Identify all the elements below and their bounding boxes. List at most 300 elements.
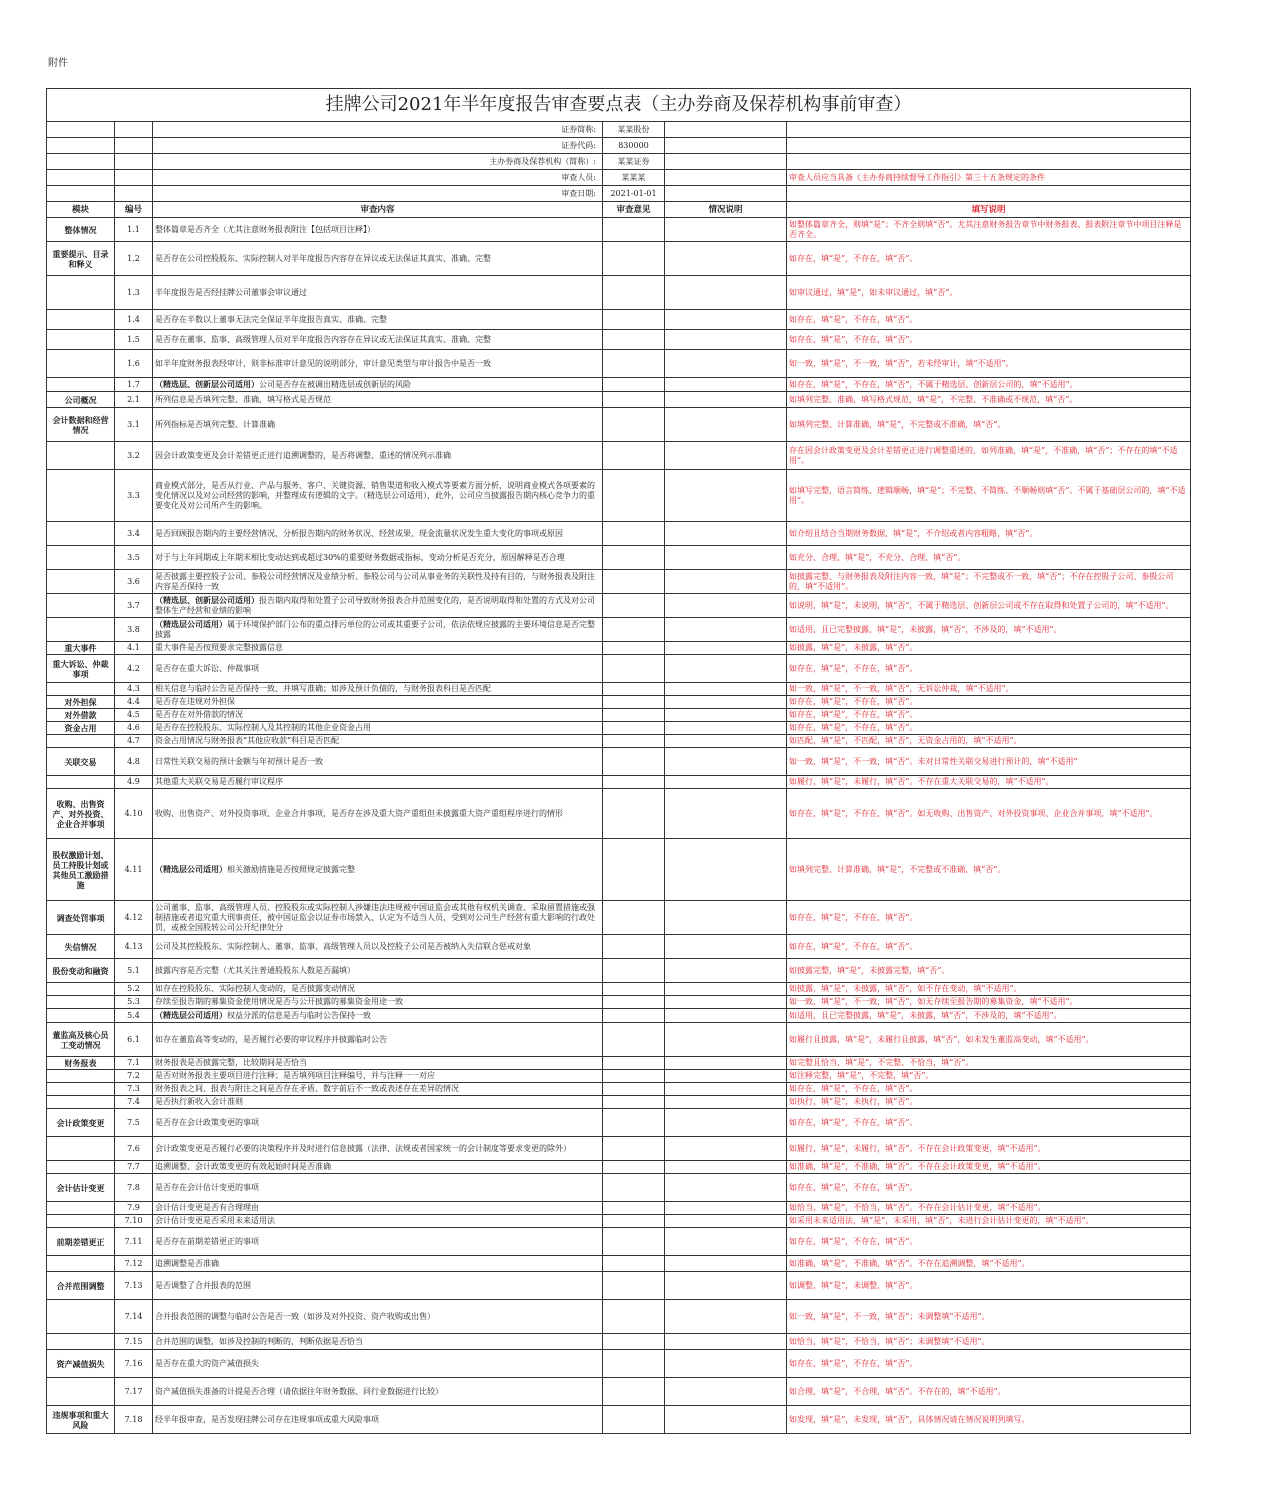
item-number: 3.6 [115, 570, 153, 594]
module-cell [47, 776, 115, 789]
review-opinion-cell[interactable] [603, 1057, 665, 1070]
review-content: 是否执行新收入会计准则 [153, 1096, 603, 1109]
meta-row [47, 122, 1191, 138]
instruction-note: 如匹配，填“是”，不匹配，填“否”，无资金占用的，填“不适用”。 [787, 735, 1191, 748]
review-opinion-cell[interactable] [603, 1256, 665, 1272]
instruction-note: 如存在，填“是”，不存在，填“否”。 [787, 330, 1191, 350]
item-number: 7.2 [115, 1070, 153, 1083]
module-cell: 公司概况 [47, 392, 115, 408]
explanation-cell[interactable] [665, 350, 787, 378]
review-opinion-cell[interactable] [603, 983, 665, 996]
item-number: 4.5 [115, 709, 153, 722]
instruction-note: 如一致，填“是”，不一致，填“否”，若未经审计，填“不适用”。 [787, 350, 1191, 378]
meta-value[interactable]: 830000 [603, 138, 665, 154]
explanation-cell[interactable] [665, 1009, 787, 1023]
explanation-cell[interactable] [665, 789, 787, 839]
item-number: 3.8 [115, 618, 153, 642]
meta-value[interactable]: 某某股份 [603, 122, 665, 138]
item-number: 5.2 [115, 983, 153, 996]
module-cell [47, 1378, 115, 1406]
item-number: 4.9 [115, 776, 153, 789]
module-cell: 股权激励计划、员工持股计划或其他员工激励措施 [47, 839, 115, 901]
explanation-cell[interactable] [665, 722, 787, 735]
instruction-note: 如恰当，填“是”，不恰当，填“否”。不存在会计估计变更，填“不适用”。 [787, 1202, 1191, 1215]
module-cell [47, 522, 115, 546]
module-cell: 财务报表 [47, 1057, 115, 1070]
module-cell [47, 594, 115, 618]
column-header-content: 审查内容 [153, 202, 603, 218]
table-row [47, 1057, 1191, 1070]
review-content: （精选层公司适用）相关激励措施是否按照规定披露完整 [153, 839, 603, 901]
table-row [47, 983, 1191, 996]
review-opinion-cell[interactable] [603, 935, 665, 959]
table-row [47, 683, 1191, 696]
module-cell [47, 1300, 115, 1334]
explanation-cell[interactable] [665, 1215, 787, 1228]
explanation-cell[interactable] [665, 1083, 787, 1096]
explanation-cell[interactable] [665, 1256, 787, 1272]
review-opinion-cell[interactable] [603, 378, 665, 392]
explanation-cell[interactable] [665, 594, 787, 618]
explanation-cell[interactable] [665, 901, 787, 935]
table-row [47, 1256, 1191, 1272]
item-number: 1.7 [115, 378, 153, 392]
explanation-cell[interactable] [665, 1272, 787, 1300]
module-cell [47, 1137, 115, 1161]
review-content: 是否回顾报告期内的主要经营情况，分析报告期内的财务状况、经营成果、现金流量状况发生重大变化的事项或原因 [153, 522, 603, 546]
meta-note [787, 154, 1191, 170]
instruction-note: 如存在，填“是”，不存在，填“否”。 [787, 696, 1191, 709]
review-opinion-cell[interactable] [603, 546, 665, 570]
review-opinion-cell[interactable] [603, 683, 665, 696]
module-cell [47, 470, 115, 522]
review-opinion-cell[interactable] [603, 1137, 665, 1161]
meta-blank [47, 186, 115, 202]
explanation-cell[interactable] [665, 683, 787, 696]
review-content: 如存在控股股东、实际控制人变动的，是否披露变动情况 [153, 983, 603, 996]
table-row [47, 594, 1191, 618]
review-opinion-cell[interactable] [603, 1215, 665, 1228]
review-opinion-cell[interactable] [603, 618, 665, 642]
module-cell: 资金占用 [47, 722, 115, 735]
explanation-cell[interactable] [665, 1096, 787, 1109]
review-content: 是否存在重大的资产减值损失 [153, 1350, 603, 1378]
review-opinion-cell[interactable] [603, 442, 665, 470]
instruction-note: 如存在，填“是”，不存在，填“否”。 [787, 901, 1191, 935]
explanation-cell[interactable] [665, 642, 787, 655]
table-row [47, 470, 1191, 522]
module-cell [47, 330, 115, 350]
module-cell [47, 996, 115, 1009]
meta-note [787, 138, 1191, 154]
review-content: （精选层、创新层公司适用）报告期内取得和处置子公司导致财务报表合并范围变化的，是否说明取得和处置的方式及对公司整体生产经营和业绩的影响 [153, 594, 603, 618]
meta-blank [115, 138, 153, 154]
review-opinion-cell[interactable] [603, 839, 665, 901]
instruction-note: 如恰当，填“是”，不恰当，填“否”；未调整填“不适用”。 [787, 1334, 1191, 1350]
table-row [47, 1228, 1191, 1256]
module-cell [47, 350, 115, 378]
column-header-opinion: 审查意见 [603, 202, 665, 218]
item-number: 7.9 [115, 1202, 153, 1215]
module-cell [47, 1009, 115, 1023]
instruction-note: 如审议通过，填“是”，如未审议通过，填“否”。 [787, 276, 1191, 310]
table-row [47, 1096, 1191, 1109]
table-row [47, 570, 1191, 594]
table-row [47, 839, 1191, 901]
explanation-cell[interactable] [665, 1350, 787, 1378]
module-cell [47, 570, 115, 594]
review-opinion-cell[interactable] [603, 959, 665, 983]
table-row [47, 1378, 1191, 1406]
review-opinion-cell[interactable] [603, 709, 665, 722]
instruction-note: 存在因会计政策变更及会计差错更正进行调整重述的，如列准确，填“是”，不准确，填“否”；不存在的填“不适用”。 [787, 442, 1191, 470]
review-opinion-cell[interactable] [603, 1378, 665, 1406]
review-content: （精选层公司适用）权益分派的信息是否与临时公告保持一致 [153, 1009, 603, 1023]
instruction-note: 如执行，填“是”，未执行，填“否”。 [787, 1096, 1191, 1109]
instruction-note: 如完整且恰当，填“是”，不完整、不恰当，填“否”。 [787, 1057, 1191, 1070]
instruction-note: 如存在，填“是”，不存在，填“否”。 [787, 1350, 1191, 1378]
item-number: 1.6 [115, 350, 153, 378]
item-number: 7.15 [115, 1334, 153, 1350]
item-number: 2.1 [115, 392, 153, 408]
review-opinion-cell[interactable] [603, 1174, 665, 1202]
review-opinion-cell[interactable] [603, 1272, 665, 1300]
instruction-note: 如填列完整、计算准确，填“是”，不完整或不准确，填“否”。 [787, 839, 1191, 901]
review-opinion-cell[interactable] [603, 218, 665, 242]
item-number: 4.10 [115, 789, 153, 839]
instruction-note: 如存在，填“是”，不存在，填“否”。如无收购、出售资产、对外投资事项、企业合并事项，填“不适用”。 [787, 789, 1191, 839]
explanation-cell[interactable] [665, 1070, 787, 1083]
review-opinion-cell[interactable] [603, 1070, 665, 1083]
page-title: 挂牌公司2021年半年度报告审查要点表（主办券商及保荐机构事前审查） [47, 89, 1191, 122]
item-number: 7.7 [115, 1161, 153, 1174]
explanation-cell[interactable] [665, 959, 787, 983]
meta-blank [47, 138, 115, 154]
explanation-cell[interactable] [665, 1109, 787, 1137]
review-opinion-cell[interactable] [603, 1161, 665, 1174]
instruction-note: 如填列完整、准确，填写格式规范，填“是”，不完整、不准确或不规范，填“否”。 [787, 392, 1191, 408]
review-content: 财务报表之间、报表与附注之间是否存在矛盾、数字前后不一致或表述存在差异的情况 [153, 1083, 603, 1096]
item-number: 4.2 [115, 655, 153, 683]
explanation-cell[interactable] [665, 408, 787, 442]
item-number: 3.1 [115, 408, 153, 442]
item-number: 4.1 [115, 642, 153, 655]
review-content: 因会计政策变更及会计差错更正进行追溯调整的，是否将调整、重述的情况列示准确 [153, 442, 603, 470]
item-number: 4.8 [115, 748, 153, 776]
explanation-cell[interactable] [665, 1300, 787, 1334]
table-row [47, 1215, 1191, 1228]
module-cell: 前期差错更正 [47, 1228, 115, 1256]
review-content: 是否存在董事、监事、高级管理人员对半年度报告内容存在异议或无法保证其真实、准确、完整 [153, 330, 603, 350]
meta-blank [115, 154, 153, 170]
explanation-cell[interactable] [665, 392, 787, 408]
explanation-cell[interactable] [665, 522, 787, 546]
review-opinion-cell[interactable] [603, 1300, 665, 1334]
meta-value[interactable]: 某某证券 [603, 154, 665, 170]
review-opinion-cell[interactable] [603, 276, 665, 310]
item-number: 3.7 [115, 594, 153, 618]
review-opinion-cell[interactable] [603, 408, 665, 442]
review-content: 是否存在公司控股股东、实际控制人对半年度报告内容存在异议或无法保证其真实、准确、完整 [153, 242, 603, 276]
module-cell [47, 1083, 115, 1096]
review-content: 追溯调整、会计政策变更的有效起始时间是否准确 [153, 1161, 603, 1174]
meta-blank [115, 186, 153, 202]
explanation-cell[interactable] [665, 1137, 787, 1161]
table-row [47, 776, 1191, 789]
explanation-cell[interactable] [665, 1202, 787, 1215]
explanation-cell[interactable] [665, 748, 787, 776]
table-row [47, 1109, 1191, 1137]
review-content: 财务报表是否披露完整，比较期间是否恰当 [153, 1057, 603, 1070]
item-number: 4.6 [115, 722, 153, 735]
module-cell: 调查处罚事项 [47, 901, 115, 935]
explanation-cell[interactable] [665, 1057, 787, 1070]
explanation-cell[interactable] [665, 983, 787, 996]
review-content: 会计估计变更是否采用未来适用法 [153, 1215, 603, 1228]
item-number: 3.2 [115, 442, 153, 470]
explanation-cell[interactable] [665, 442, 787, 470]
review-content: 是否调整了合并报表的范围 [153, 1272, 603, 1300]
review-opinion-cell[interactable] [603, 1406, 665, 1434]
table-row [47, 1202, 1191, 1215]
meta-note [787, 122, 1191, 138]
review-content: 收购、出售资产、对外投资事项、企业合并事项，是否存在涉及重大资产重组但未披露重大资产重组程序进行的情形 [153, 789, 603, 839]
module-cell: 董监高及核心员工变动情况 [47, 1023, 115, 1057]
explanation-cell[interactable] [665, 1161, 787, 1174]
review-opinion-cell[interactable] [603, 901, 665, 935]
explanation-cell[interactable] [665, 839, 787, 901]
item-number: 3.4 [115, 522, 153, 546]
module-cell [47, 276, 115, 310]
column-header-module: 模块 [47, 202, 115, 218]
module-cell: 会计估计变更 [47, 1174, 115, 1202]
meta-blank [115, 122, 153, 138]
module-cell: 重大事件 [47, 642, 115, 655]
review-content: 披露内容是否完整（尤其关注普通股股东人数是否漏填） [153, 959, 603, 983]
instruction-note: 如一致，填“是”，不一致，填“否”，如无存续至报告期的募集资金，填“不适用”。 [787, 996, 1191, 1009]
item-number: 7.17 [115, 1378, 153, 1406]
review-opinion-cell[interactable] [603, 1109, 665, 1137]
explanation-cell[interactable] [665, 996, 787, 1009]
instruction-note: 如一致，填“是”，不一致，填“否”；未调整填“不适用”。 [787, 1300, 1191, 1334]
meta-label: 主办券商及保荐机构（简称）: [153, 154, 603, 170]
instruction-note: 如存在，填“是”，不存在，填“否”。 [787, 242, 1191, 276]
instruction-note: 如履行，填“是”，未履行，填“否”。不存在会计政策变更，填“不适用”。 [787, 1137, 1191, 1161]
table-row [47, 1350, 1191, 1378]
instruction-note: 如存在，填“是”，不存在，填“否”。 [787, 1228, 1191, 1256]
review-content: 资产减值损失准备的计提是否合理（请依据往年财务数据、同行业数据进行比较） [153, 1378, 603, 1406]
review-opinion-cell[interactable] [603, 1350, 665, 1378]
instruction-note: 如存在，填“是”，不存在，填“否”。 [787, 1109, 1191, 1137]
meta-row [47, 138, 1191, 154]
review-content: 相关信息与临时公告是否保持一致、并填写准确；如涉及预计负债的，与财务报表科目是否匹配 [153, 683, 603, 696]
table-row [47, 709, 1191, 722]
meta-value[interactable]: 2021-01-01 [603, 186, 665, 202]
item-number: 4.4 [115, 696, 153, 709]
item-number: 7.12 [115, 1256, 153, 1272]
module-cell: 会计政策变更 [47, 1109, 115, 1137]
review-opinion-cell[interactable] [603, 1202, 665, 1215]
explanation-cell[interactable] [665, 1023, 787, 1057]
explanation-cell[interactable] [665, 330, 787, 350]
explanation-cell[interactable] [665, 1228, 787, 1256]
explanation-cell[interactable] [665, 618, 787, 642]
explanation-cell[interactable] [665, 310, 787, 330]
review-opinion-cell[interactable] [603, 748, 665, 776]
instruction-note: 如一致，填“是”，不一致，填“否”，无诉讼仲裁，填“不适用”。 [787, 683, 1191, 696]
review-content: 合并报表范围的调整与临时公告是否一致（如涉及对外投资、资产收购或出售） [153, 1300, 603, 1334]
item-number: 4.7 [115, 735, 153, 748]
review-content: 是否存在会计政策变更的事项 [153, 1109, 603, 1137]
item-number: 7.16 [115, 1350, 153, 1378]
review-opinion-cell[interactable] [603, 1228, 665, 1256]
item-number: 7.4 [115, 1096, 153, 1109]
review-content: 合并范围的调整，如涉及控制的判断的，判断依据是否恰当 [153, 1334, 603, 1350]
explanation-cell[interactable] [665, 655, 787, 683]
review-content: 会计政策变更是否履行必要的决策程序并及时进行信息披露（法律、法规或者国家统一的会计制度等要求变更的除外） [153, 1137, 603, 1161]
review-content: 重大事件是否按照要求完整披露信息 [153, 642, 603, 655]
module-cell [47, 546, 115, 570]
review-opinion-cell[interactable] [603, 470, 665, 522]
explanation-cell[interactable] [665, 378, 787, 392]
review-opinion-cell[interactable] [603, 1096, 665, 1109]
table-row [47, 1070, 1191, 1083]
table-row [47, 378, 1191, 392]
explanation-cell[interactable] [665, 546, 787, 570]
explanation-cell[interactable] [665, 1334, 787, 1350]
explanation-cell[interactable] [665, 1406, 787, 1434]
instruction-note: 如准确，填“是”，不准确，填“否”。不存在会计政策变更，填“不适用”。 [787, 1161, 1191, 1174]
explanation-cell[interactable] [665, 735, 787, 748]
review-opinion-cell[interactable] [603, 655, 665, 683]
review-content: （精选层公司适用）属于环境保护部门公布的重点排污单位的公司或其重要子公司，依法依规应披露的主要环境信息是否完整披露 [153, 618, 603, 642]
explanation-cell[interactable] [665, 935, 787, 959]
review-content: 整体篇章是否齐全（尤其注意财务报表附注【包括项目注释】） [153, 218, 603, 242]
explanation-cell[interactable] [665, 218, 787, 242]
review-opinion-cell[interactable] [603, 696, 665, 709]
review-opinion-cell[interactable] [603, 242, 665, 276]
meta-value[interactable]: 某某某 [603, 170, 665, 186]
table-row [47, 722, 1191, 735]
table-row [47, 408, 1191, 442]
review-opinion-cell[interactable] [603, 996, 665, 1009]
explanation-cell[interactable] [665, 276, 787, 310]
module-cell: 对外借款 [47, 709, 115, 722]
review-opinion-cell[interactable] [603, 722, 665, 735]
module-cell: 整体情况 [47, 218, 115, 242]
table-row [47, 442, 1191, 470]
item-number: 4.3 [115, 683, 153, 696]
table-row [47, 1174, 1191, 1202]
table-row [47, 1083, 1191, 1096]
table-row [47, 1334, 1191, 1350]
module-cell [47, 1334, 115, 1350]
review-opinion-cell[interactable] [603, 570, 665, 594]
instruction-note: 如履行且披露，填“是”，未履行且披露，填“否”，如未发生董监高变动，填“不适用”。 [787, 1023, 1191, 1057]
table-row [47, 655, 1191, 683]
explanation-cell[interactable] [665, 696, 787, 709]
instruction-note: 如存在，填“是”，不存在，填“否”。 [787, 935, 1191, 959]
review-content: 是否存在半数以上董事无法完全保证半年度报告真实、准确、完整 [153, 310, 603, 330]
review-content: 经半年报审查，是否发现挂牌公司存在违规事项或重大风险事项 [153, 1406, 603, 1434]
table-row [47, 901, 1191, 935]
review-opinion-cell[interactable] [603, 1009, 665, 1023]
meta-note: 审查人员应当具备《主办券商持续督导工作指引》第三十五条规定的条件 [787, 170, 1191, 186]
review-opinion-cell[interactable] [603, 522, 665, 546]
instruction-note: 如注释完整，填“是”，不完整，填“否”。 [787, 1070, 1191, 1083]
module-cell [47, 735, 115, 748]
explanation-cell[interactable] [665, 470, 787, 522]
review-content: 会计估计变更是否有合理理由 [153, 1202, 603, 1215]
table-row [47, 350, 1191, 378]
review-opinion-cell[interactable] [603, 350, 665, 378]
review-content: 是否存在控股股东、实际控制人及其控制的其他企业资金占用 [153, 722, 603, 735]
module-cell [47, 1070, 115, 1083]
review-opinion-cell[interactable] [603, 330, 665, 350]
review-opinion-cell[interactable] [603, 594, 665, 618]
instruction-note: 如发现，填“是”，未发现，填“否”，具体情况请在情况说明列填写。 [787, 1406, 1191, 1434]
explanation-cell[interactable] [665, 709, 787, 722]
review-opinion-cell[interactable] [603, 735, 665, 748]
review-content: （精选层、创新层公司适用）公司是否存在被调出精选层或创新层的风险 [153, 378, 603, 392]
review-opinion-cell[interactable] [603, 1334, 665, 1350]
review-content: 所列指标是否填列完整、计算准确 [153, 408, 603, 442]
explanation-cell[interactable] [665, 776, 787, 789]
module-cell: 违规事项和重大风险 [47, 1406, 115, 1434]
review-opinion-cell[interactable] [603, 392, 665, 408]
explanation-cell[interactable] [665, 1174, 787, 1202]
review-content: 是否对财务报表主要项目进行注释；是否填列项目注释编号，并与注释一一对应 [153, 1070, 603, 1083]
table-row [47, 310, 1191, 330]
meta-blank [47, 154, 115, 170]
review-content: 是否存在前期差错更正的事项 [153, 1228, 603, 1256]
item-number: 1.2 [115, 242, 153, 276]
table-row [47, 748, 1191, 776]
meta-note [787, 186, 1191, 202]
table-row [47, 959, 1191, 983]
review-opinion-cell[interactable] [603, 1023, 665, 1057]
table-row [47, 218, 1191, 242]
table-row [47, 1300, 1191, 1334]
meta-blank [665, 154, 787, 170]
module-cell: 关联交易 [47, 748, 115, 776]
review-content: 存续至报告期的募集资金使用情况是否与公开披露的募集资金用途一致 [153, 996, 603, 1009]
meta-blank [47, 170, 115, 186]
review-opinion-cell[interactable] [603, 310, 665, 330]
title-row [47, 89, 1191, 122]
instruction-note: 如存在，填“是”，不存在，填“否”。 [787, 1083, 1191, 1096]
table-row [47, 276, 1191, 310]
review-content: 是否存在违规对外担保 [153, 696, 603, 709]
item-number: 4.13 [115, 935, 153, 959]
table-row [47, 789, 1191, 839]
explanation-cell[interactable] [665, 242, 787, 276]
item-number: 7.10 [115, 1215, 153, 1228]
review-opinion-cell[interactable] [603, 1083, 665, 1096]
review-content: 所列信息是否填列完整、准确，填写格式是否规范 [153, 392, 603, 408]
review-opinion-cell[interactable] [603, 789, 665, 839]
review-opinion-cell[interactable] [603, 776, 665, 789]
instruction-note: 如填写完整，语言简练、逻辑顺畅，填“是”；不完整、不简练、不顺畅则填“否”。不属于基础层公司的，填“不适用”。 [787, 470, 1191, 522]
instruction-note: 如调整，填“是”，未调整，填“否”。 [787, 1272, 1191, 1300]
instruction-note: 如存在，填“是”，不存在，填“否”。 [787, 709, 1191, 722]
explanation-cell[interactable] [665, 570, 787, 594]
review-opinion-cell[interactable] [603, 642, 665, 655]
explanation-cell[interactable] [665, 1378, 787, 1406]
table-row [47, 546, 1191, 570]
instruction-note: 如披露，填“是”，未披露，填“否”。 [787, 642, 1191, 655]
module-cell: 股份变动和融资 [47, 959, 115, 983]
